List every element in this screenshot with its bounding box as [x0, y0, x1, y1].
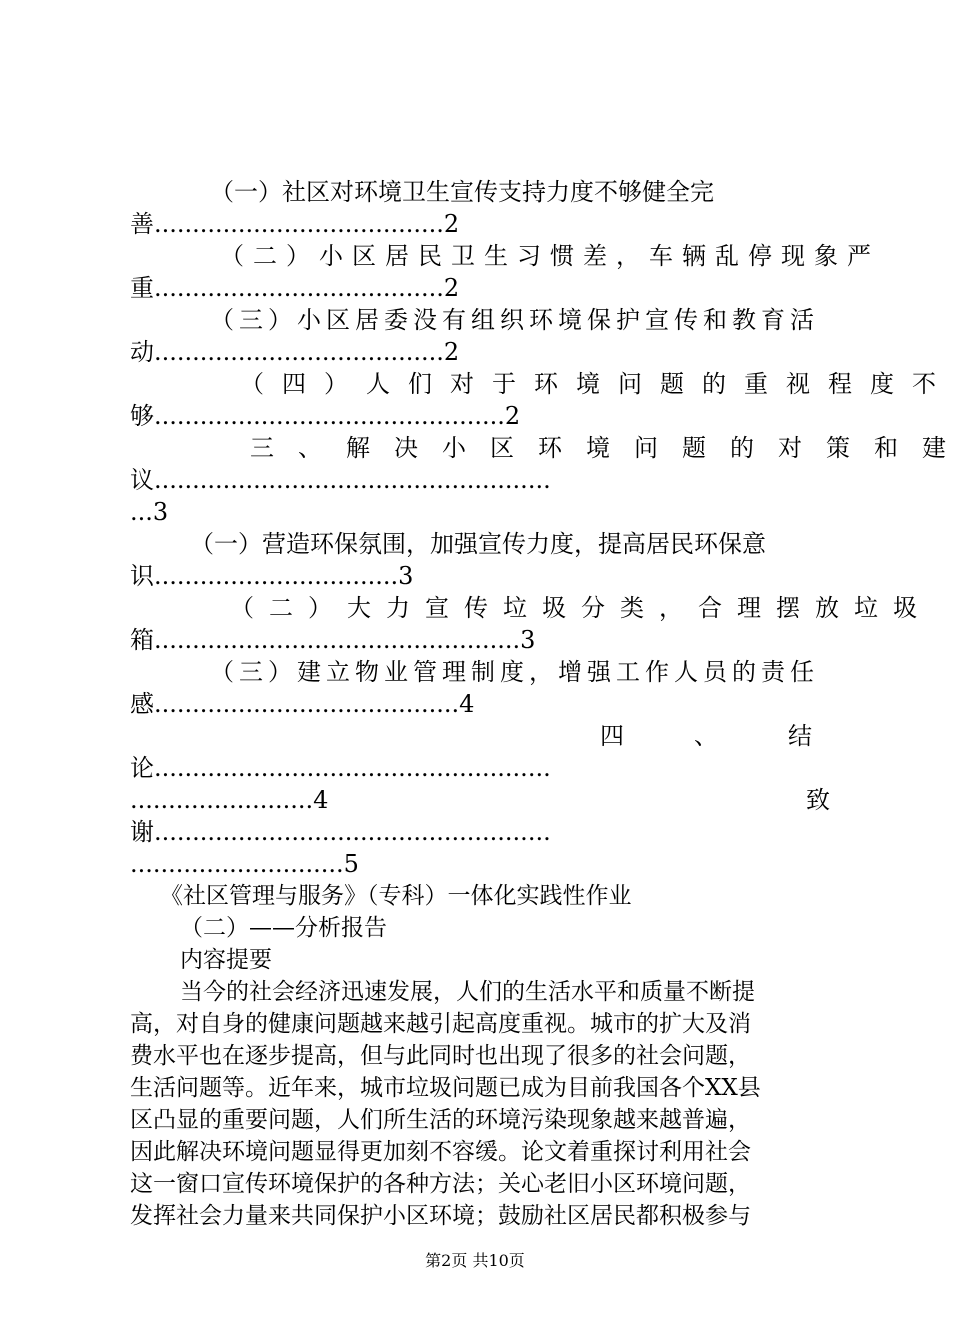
toc-entry-7-head[interactable]: （二）大力宣传垃圾分类，合理摆放垃圾 [230, 594, 932, 622]
abstract-line-1: 当今的社会经济迅速发展，人们的生活水平和质量不断提 [180, 979, 755, 1005]
toc-text: （一）社区对环境卫生宣传支持力度不够健全完 [210, 178, 714, 206]
toc-entry-1-tail: 善......................................2 [130, 210, 460, 238]
document-title: 《社区管理与服务》（专科）一体化实践性作业 [160, 883, 632, 909]
abstract-line-8: 发挥社会力量来共同保护小区环境；鼓励社区居民都积极参与 [130, 1203, 751, 1229]
toc-entry-2-head[interactable]: （二）小区居民卫生习惯差，车辆乱停现象严 [220, 242, 880, 270]
toc-entry-3-tail: 动......................................2 [130, 338, 460, 366]
toc-entry-4-tail: 够..............................................2 [130, 402, 521, 430]
abstract-line-4: 生活问题等。近年来，城市垃圾问题已成为目前我国各个XX县 [130, 1075, 761, 1101]
toc-entry-5-page: ...3 [130, 498, 169, 526]
abstract-line-7: 这一窗口宣传环境保护的各种方法；关心老旧小区环境问题， [130, 1171, 751, 1197]
toc-entry-9-tail: 论.................................................... [130, 754, 551, 782]
abstract-line-2: 高，对自身的健康问题越来越引起高度重视。城市的扩大及消 [130, 1011, 751, 1037]
document-subtitle: （二）——分析报告 [180, 915, 387, 941]
toc-entry-5-head[interactable]: 三、解决小区环境问题的对策和建 [250, 434, 970, 462]
toc-entry-3-head[interactable]: （三）小区居委没有组织环境保护宣传和教育活 [210, 306, 819, 334]
toc-page-dots: ........................4 [130, 786, 329, 814]
abstract-line-5: 区凸显的重要问题，人们所生活的环境污染现象越来越普遍， [130, 1107, 751, 1133]
toc-entry-9-page [130, 784, 830, 816]
toc-entry-4-head[interactable]: （四）人们对于环境问题的重视程度不 [240, 370, 954, 398]
page-footer: 第2页 共10页 [425, 1251, 525, 1270]
toc-entry-2-tail: 重......................................2 [130, 274, 460, 302]
abstract-line-3: 费水平也在逐步提高，但与此同时也出现了很多的社会问题， [130, 1043, 751, 1069]
toc-entry-10-tail: 谢.................................................... [130, 818, 551, 846]
toc-entry-5-tail: 议.................................................... [130, 466, 551, 494]
toc-entry-10-head[interactable]: 致 [806, 786, 830, 814]
toc-entry-9-head[interactable]: 四、结 [600, 722, 882, 750]
toc-entry-10-page: ............................5 [130, 850, 359, 878]
toc-entry-8-tail: 感........................................4 [130, 690, 475, 718]
toc-entry-7-tail: 箱................................................3 [130, 626, 536, 654]
toc-entry-6-head[interactable]: （一）营造环保氛围，加强宣传力度，提高居民环保意 [190, 530, 766, 558]
toc-entry-1-head[interactable] [130, 176, 830, 208]
toc-entry-8-head[interactable]: （三）建立物业管理制度，增强工作人员的责任 [210, 658, 819, 686]
abstract-heading: 内容提要 [180, 947, 272, 973]
toc-entry-6-tail: 识................................3 [130, 562, 414, 590]
abstract-line-6: 因此解决环境问题显得更加刻不容缓。论文着重探讨利用社会 [130, 1139, 751, 1165]
